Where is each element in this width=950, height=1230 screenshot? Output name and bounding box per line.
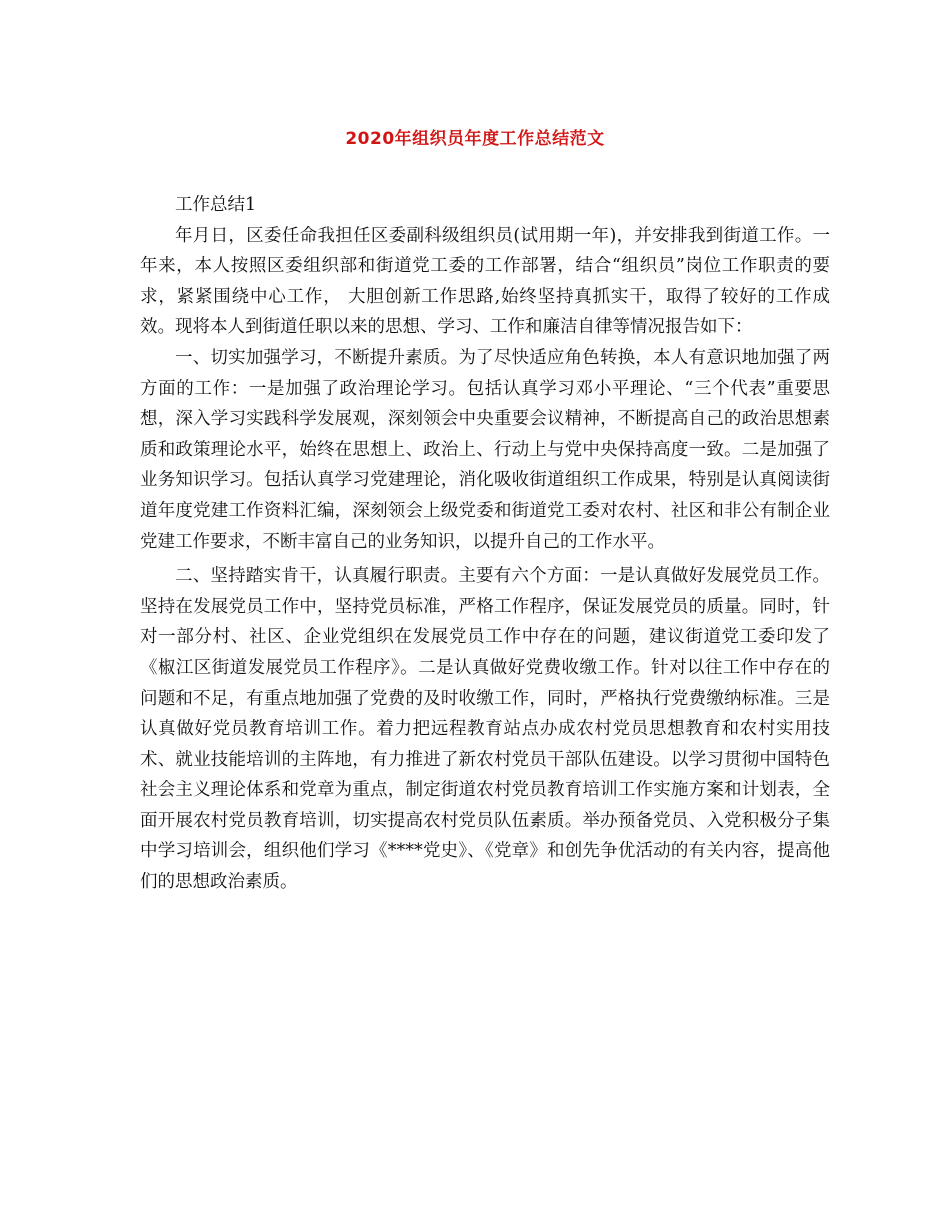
document-body xyxy=(140,190,830,898)
paragraph-intro: 年月日，区委任命我担任区委副科级组织员(试用期一年)，并安排我到街道工作。一年来，本人按照区委组织部和街道党工委的工作部署，结合“组织员”岗位工作职责的要求，紧紧围绕中心工作， 大胆创新工作思路,始终坚持真抓实干，取得了较好的工作成效。现将本人到街道任职以来的思想、学习、工作和廉洁自律等情况报告如下： xyxy=(140,225,830,338)
document-title: 2020年组织员年度工作总结范文 xyxy=(345,129,605,149)
paragraph-study: 一、切实加强学习，不断提升素质。为了尽快适应角色转换，本人有意识地加强了两方面的工作：一是加强了政治理论学习。包括认真学习邓小平理论、“三个代表”重要思想，深入学习实践科学发展观，深刻领会中央重要会议精神，不断提高自己的政治思想素质和政策理论水平，始终在思想上、政治上、行动上与党中央保持高度一致。二是加强了业务知识学习。包括认真学习党建理论，消化吸收街道组织工作成果，特别是认真阅读街道年度党建工作资料汇编，深刻领会上级党委和街道党工委对农村、社区和非公有制企业党建工作要求，不断丰富自己的业务知识，以提升自己的工作水平。 xyxy=(140,347,830,552)
paragraph-duties: 二、坚持踏实肯干，认真履行职责。主要有六个方面：一是认真做好发展党员工作。坚持在发展党员工作中，坚持党员标准，严格工作程序，保证发展党员的质量。同时，针对一部分村、社区、企业党组织在发展党员工作中存在的问题，建议街道党工委印发了《椒江区街道发展党员工作程序》。二是认真做好党费收缴工作。针对以往工作中存在的问题和不足，有重点地加强了党费的及时收缴工作，同时，严格执行党费缴纳标准。三是认真做好党员教育培训工作。着力把远程教育站点办成农村党员思想教育和农村实用技术、就业技能培训的主阵地，有力推进了新农村党员干部队伍建设。以学习贯彻中国特色社会主义理论体系和党章为重点，制定街道农村党员教育培训工作实施方案和计划表，全面开展农村党员教育培训，切实提高农村党员队伍素质。举办预备党员、入党积极分子集中学习培训会，组织他们学习《****党史》、《党章》和创先争优活动的有关内容，提高他们的思想政治素质。 xyxy=(140,566,830,893)
section-heading: 工作总结1 xyxy=(175,195,257,215)
